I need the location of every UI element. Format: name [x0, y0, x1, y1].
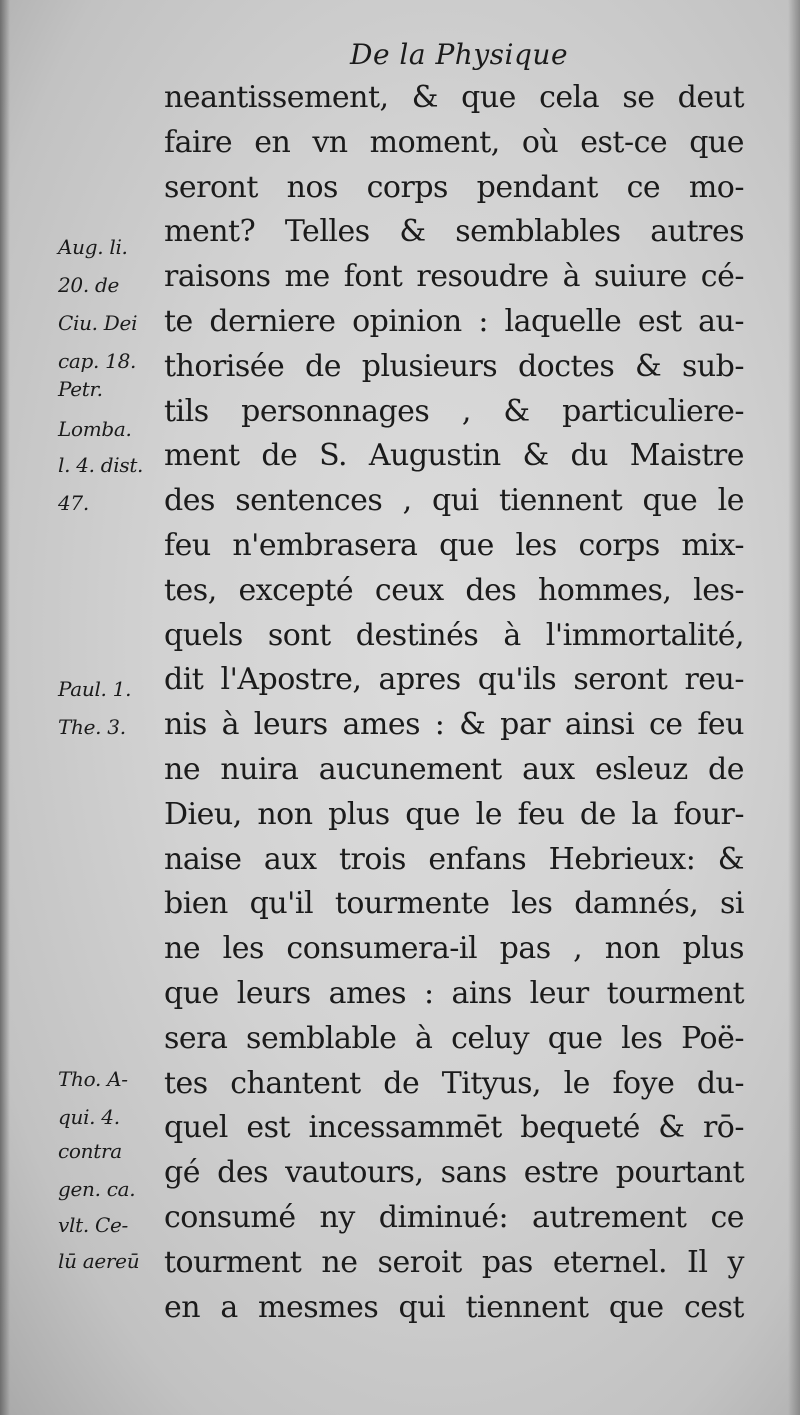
- margin-note: The. 3.: [58, 715, 126, 739]
- text-line: en a mesmes qui tiennent que cest: [164, 1289, 744, 1325]
- text-line: bien qu'il tourmente les damnés, si: [164, 886, 744, 922]
- text-line: feu n'embrasera que les corps mix-: [164, 527, 744, 563]
- margin-note: lū aereū: [58, 1249, 140, 1273]
- text-line: sera semblable à celuy que les Poë-: [164, 1020, 744, 1056]
- text-line: des sentences , qui tiennent que le: [164, 483, 744, 519]
- text-line: ment? Telles & semblables autres: [164, 214, 744, 250]
- margin-note: Petr.: [58, 377, 103, 401]
- text-line: naise aux trois enfans Hebrieux: &: [164, 841, 744, 877]
- margin-note: Lomba.: [58, 417, 132, 441]
- text-line: tes, excepté ceux des hommes, les-: [164, 572, 744, 608]
- text-line: nis à leurs ames : & par ainsi ce feu: [164, 707, 744, 743]
- text-line: dit l'Apostre, apres qu'ils seront reu-: [164, 662, 744, 698]
- margin-note: vlt. Ce-: [58, 1213, 128, 1237]
- margin-note: cap. 18.: [58, 349, 137, 373]
- margin-note: Tho. A-: [58, 1067, 128, 1091]
- margin-note: contra: [58, 1139, 122, 1163]
- text-line: gé des vautours, sans estre pourtant: [164, 1155, 744, 1191]
- text-line: faire en vn moment, où est-ce que: [164, 124, 744, 160]
- margin-note: 47.: [58, 491, 89, 515]
- margin-note: 20. de: [58, 273, 120, 297]
- text-line: ne nuira aucunement aux esleuz de: [164, 751, 744, 787]
- text-line: ne les consumera-il pas , non plus: [164, 931, 744, 967]
- text-line: quels sont destinés à l'immortalité,: [164, 617, 744, 653]
- text-line: neantissement, & que cela se deut: [164, 80, 744, 115]
- text-line: ment de S. Augustin & du Maistre: [164, 438, 744, 474]
- text-line: que leurs ames : ains leur tourment: [164, 975, 744, 1011]
- margin-note: Aug. li.: [58, 235, 128, 259]
- text-line: consumé ny diminué: autrement ce: [164, 1199, 744, 1235]
- margin-note: Ciu. Dei: [58, 311, 138, 335]
- text-line: thorisée de plusieurs doctes & sub-: [164, 348, 744, 384]
- running-title: De la Physique: [350, 38, 569, 71]
- text-line: tes chantent de Tityus, le foye du-: [164, 1065, 744, 1101]
- margin-note: qui. 4.: [58, 1105, 120, 1129]
- text-line: tourment ne seroit pas eternel. Il y: [164, 1244, 744, 1280]
- text-line: raisons me font resoudre à suiure cé-: [164, 259, 744, 295]
- text-line: tils personnages , & particuliere-: [164, 393, 744, 429]
- text-line: seront nos corps pendant ce mo-: [164, 169, 744, 205]
- margin-note: l. 4. dist.: [58, 453, 144, 477]
- margin-note: gen. ca.: [58, 1177, 136, 1201]
- text-line: te derniere opinion : laquelle est au-: [164, 303, 744, 339]
- margin-note: Paul. 1.: [58, 677, 132, 701]
- text-line: quel est incessammēt bequeté & rō-: [164, 1110, 744, 1146]
- text-line: Dieu, non plus que le feu de la four-: [164, 796, 744, 832]
